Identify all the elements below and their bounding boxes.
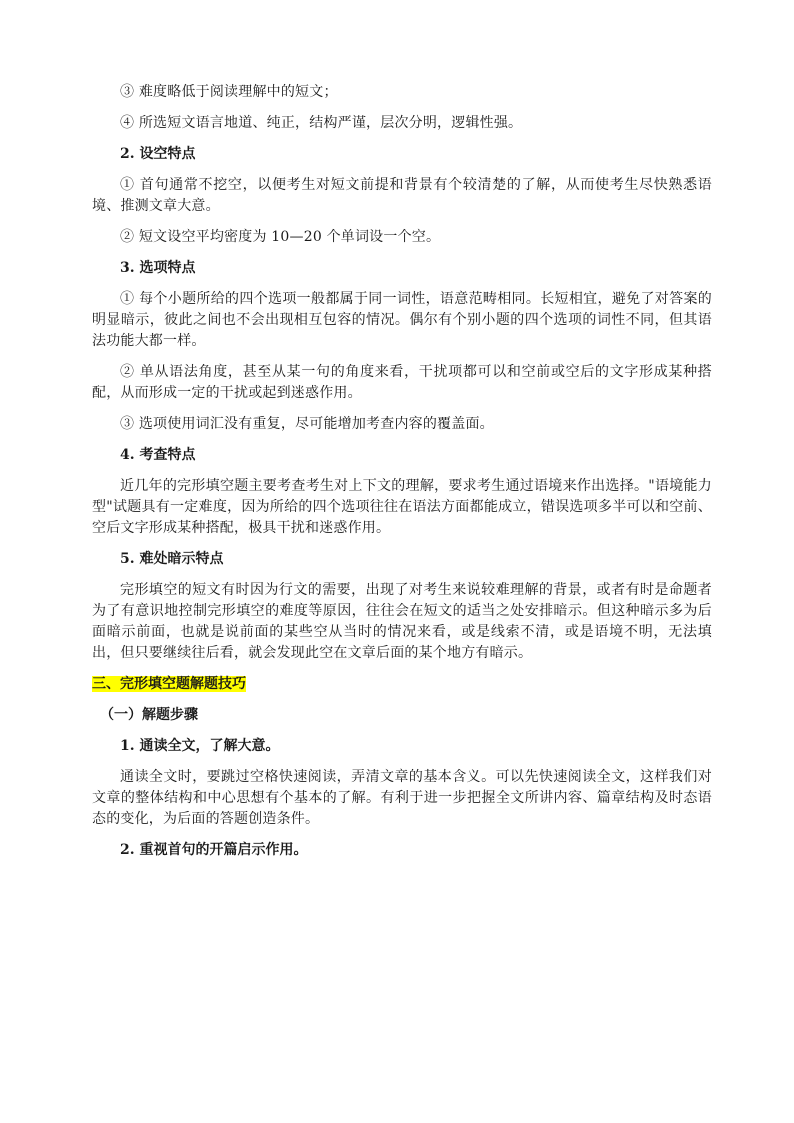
step-1-paragraph: 通读全文时，要跳过空格快速阅读，弄清文章的基本含义。可以先快速阅读全文，这样我们对文章的整体结构和中心思想有个基本的了解。有利于进一步把握全文所讲内容、篇章结构及时态语态的变化，为后面的答题创造条件。 (92, 769, 712, 827)
option-features-heading: 3. 选项特点 (120, 260, 196, 276)
option-features-item-2: ② 单从语法角度，甚至从某一句的角度来看，干扰项都可以和空前或空后的文字形成某种搭配，从而形成一定的干扰或起到迷惑作用。 (92, 364, 712, 401)
step-1-heading: 1. 通读全文，了解大意。 (120, 738, 280, 754)
hint-features-heading: 5. 难处暗示特点 (120, 551, 224, 567)
solving-steps-subheading: （一）解题步骤 (100, 707, 198, 723)
highlighted-title: 三、完形填空题解题技巧 (92, 676, 246, 692)
blank-features-item-2: ② 短文设空平均密度为 10—20 个单词设一个空。 (120, 229, 441, 245)
step-2-heading: 2. 重视首句的开篇启示作用。 (120, 842, 308, 858)
blank-features-heading: 2. 设空特点 (120, 146, 196, 162)
blank-features-item-1: ① 首句通常不挖空，以便考生对短文前提和背景有个较清楚的了解，从而使考生尽快熟悉语境、推测文章大意。 (92, 177, 712, 214)
exam-features-heading: 4. 考查特点 (120, 447, 196, 463)
document-content (92, 82, 712, 871)
hint-features-paragraph: 完形填空的短文有时因为行文的需要，出现了对考生来说较难理解的背景，或者有时是命题者为了有意识地控制完形填空的难度等原因，往往会在短文的适当之处安排暗示。但这种暗示多为后面暗示前面，也就是说前面的某些空从当时的情况来看，或是线索不清，或是语境不明，无法填出，但只要继续往后看，就会发现此空在文章后面的某个地方有暗示。 (92, 582, 712, 661)
difficulty-item-3: ③ 难度略低于阅读理解中的短文； (120, 84, 338, 100)
option-features-item-1: ① 每个小题所给的四个选项一般都属于同一词性，语意范畴相同。长短相宜，避免了对答案的明显暗示，彼此之间也不会出现相互包容的情况。偶尔有个别小题的四个选项的词性不同，但其语法功能大都一样。 (92, 291, 712, 349)
exam-features-paragraph: 近几年的完形填空题主要考查考生对上下文的理解，要求考生通过语境来作出选择。"语境能力型"试题具有一定难度，因为所给的四个选项往往在语法方面都能成立，错误选项多半可以和空前、空后文字形成某种搭配，极具干扰和迷惑作用。 (92, 478, 712, 536)
language-item-4: ④ 所选短文语言地道、纯正，结构严谨，层次分明，逻辑性强。 (120, 115, 523, 131)
option-features-item-3: ③ 选项使用词汇没有重复，尽可能增加考查内容的覆盖面。 (120, 416, 494, 432)
section-three-title (92, 674, 712, 695)
